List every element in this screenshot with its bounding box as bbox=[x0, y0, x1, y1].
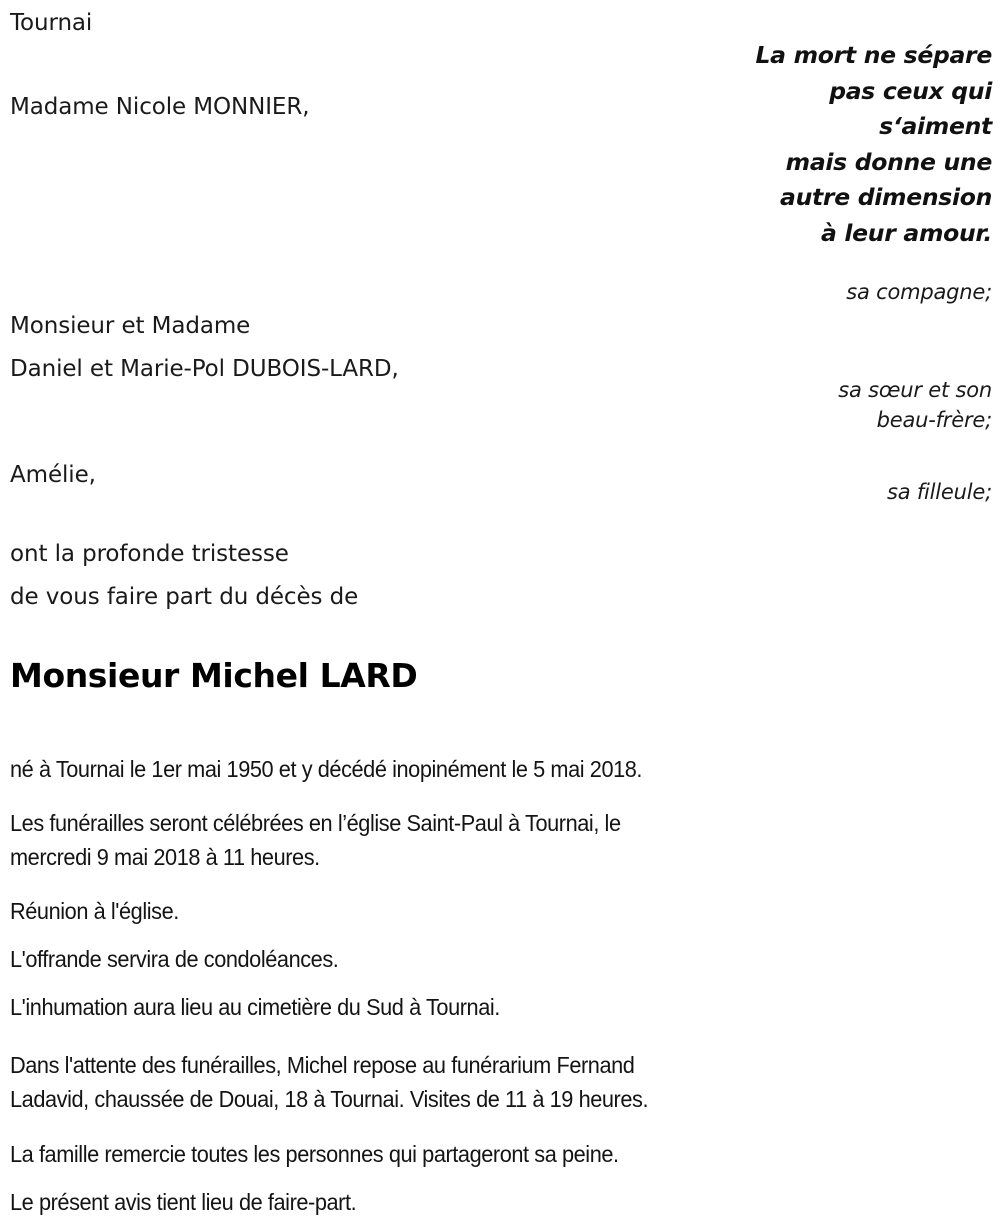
relation-sister-line2: beau-frère; bbox=[876, 408, 992, 432]
paragraph-funeral bbox=[10, 806, 931, 874]
paragraph-offering bbox=[10, 942, 931, 976]
announcer-city: Tournai bbox=[10, 10, 93, 36]
paragraph-notice-line1: Le présent avis tient lieu de faire-part. bbox=[10, 1189, 357, 1215]
paragraph-funerarium-line2: Ladavid, chaussée de Douai, 18 à Tournai. Visites de 11 à 19 heures. bbox=[10, 1086, 649, 1112]
announcement-intro-line2: de vous faire part du décès de bbox=[10, 584, 359, 610]
quote-line-2: pas ceux qui bbox=[829, 76, 992, 105]
relation-companion bbox=[572, 277, 992, 307]
quote-line-6: à leur amour. bbox=[820, 218, 992, 247]
announcer-sister-line1: Monsieur et Madame bbox=[10, 313, 251, 339]
paragraph-funerarium-line1: Dans l'attente des funérailles, Michel repose au funérarium Fernand bbox=[10, 1052, 635, 1078]
paragraph-birth-death bbox=[10, 752, 931, 786]
announcer-goddaughter: Amélie, bbox=[10, 462, 96, 488]
announcer-companion: Madame Nicole MONNIER, bbox=[10, 94, 310, 120]
announcement-intro-line1: ont la profonde tristesse bbox=[10, 541, 289, 567]
deceased-name: Monsieur Michel LARD bbox=[10, 656, 418, 695]
paragraph-burial bbox=[10, 990, 931, 1024]
paragraph-notice bbox=[10, 1185, 931, 1219]
paragraph-funeral-line1: Les funérailles seront célébrées en l’église Saint-Paul à Tournai, le bbox=[10, 810, 621, 836]
epitaph-quote bbox=[572, 38, 992, 251]
paragraph-thanks-line1: La famille remercie toutes les personnes qui partageront sa peine. bbox=[10, 1141, 619, 1167]
paragraph-gathering-line1: Réunion à l'église. bbox=[10, 898, 179, 924]
relation-goddaughter bbox=[572, 477, 992, 507]
paragraph-birth-death-line1: né à Tournai le 1er mai 1950 et y décédé inopinément le 5 mai 2018. bbox=[10, 756, 643, 782]
paragraph-offering-line1: L'offrande servira de condoléances. bbox=[10, 946, 339, 972]
paragraph-burial-line1: L'inhumation aura lieu au cimetière du Sud à Tournai. bbox=[10, 994, 500, 1020]
paragraph-funerarium bbox=[10, 1048, 931, 1116]
announcer-sister-line2: Daniel et Marie-Pol DUBOIS-LARD, bbox=[10, 356, 399, 382]
paragraph-funeral-line2: mercredi 9 mai 2018 à 11 heures. bbox=[10, 844, 320, 870]
quote-line-5: autre dimension bbox=[780, 183, 992, 211]
relation-sister bbox=[572, 375, 992, 435]
paragraph-gathering bbox=[10, 894, 931, 928]
paragraph-thanks bbox=[10, 1137, 931, 1171]
relation-sister-line1: sa sœur et son bbox=[838, 378, 992, 402]
quote-line-3: s‘aiment bbox=[879, 112, 992, 140]
relation-companion-line1: sa compagne; bbox=[846, 280, 992, 304]
relation-goddaughter-line1: sa filleule; bbox=[886, 480, 992, 504]
quote-line-4: mais donne une bbox=[785, 147, 992, 176]
quote-line-1: La mort ne sépare bbox=[755, 41, 992, 69]
